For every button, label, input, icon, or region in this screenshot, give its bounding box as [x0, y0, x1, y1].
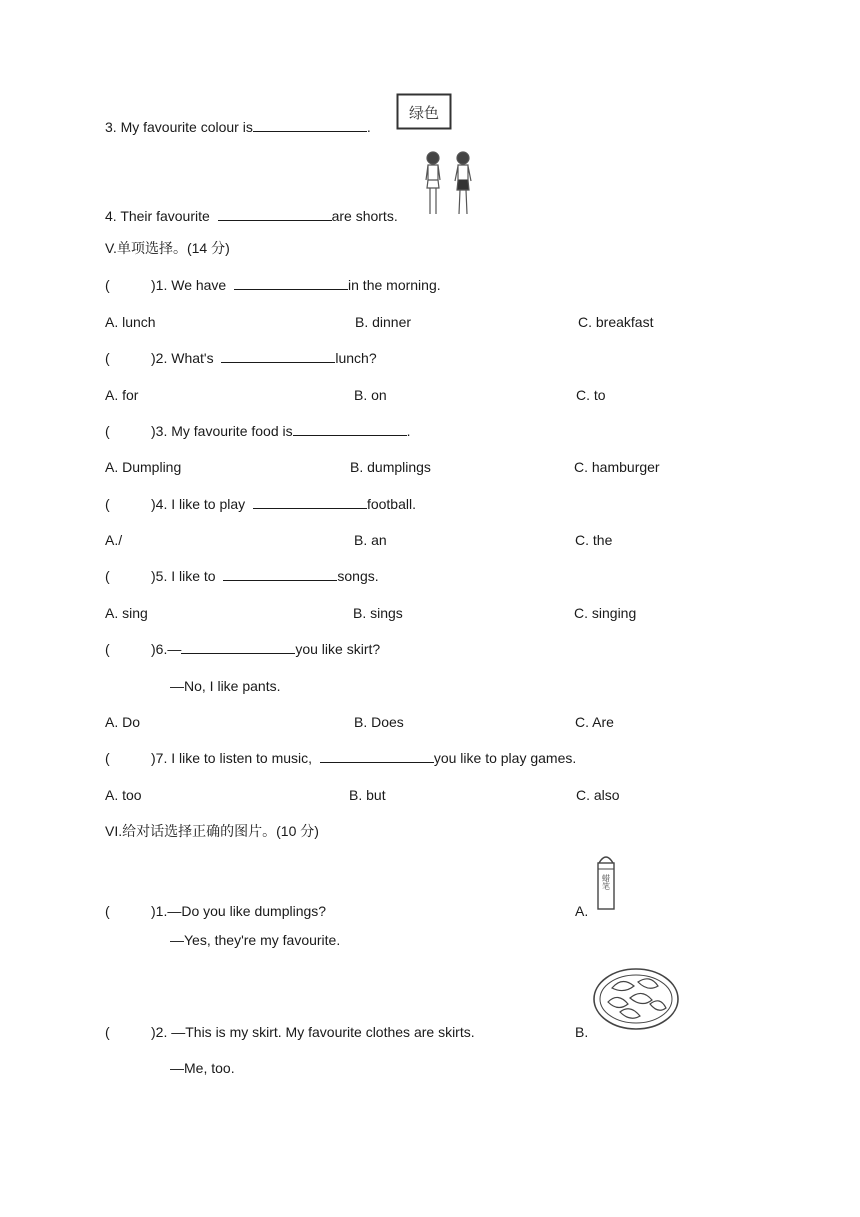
question-6: )6.— you like skirt?: [151, 641, 381, 657]
option-b[interactable]: B. sings: [353, 605, 403, 621]
answer-paren[interactable]: (: [105, 568, 110, 584]
option-a[interactable]: A. Dumpling: [105, 459, 182, 475]
question-6-reply: —No, I like pants.: [170, 678, 281, 694]
option-a[interactable]: A. sing: [105, 605, 148, 621]
option-c[interactable]: C. to: [576, 387, 606, 403]
option-c[interactable]: C. the: [575, 532, 613, 548]
option-a[interactable]: A. lunch: [105, 314, 156, 330]
answer-blank[interactable]: [293, 422, 407, 436]
answer-paren[interactable]: (: [105, 277, 110, 293]
card-text: 绿色: [408, 104, 440, 122]
answer-blank[interactable]: [320, 749, 434, 763]
section6-heading: VI.给对话选择正确的图片。(10 分): [105, 823, 319, 839]
option-c[interactable]: C. singing: [574, 605, 637, 621]
answer-blank[interactable]: [181, 640, 295, 654]
two-kids-in-shorts-image: [418, 148, 478, 218]
crayon-image: [594, 849, 618, 911]
fill-q4: 4. Their favourite are shorts.: [105, 208, 398, 224]
question-7: )7. I like to listen to music, you like to play games.: [151, 750, 577, 766]
question-4: )4. I like to play football.: [151, 496, 416, 512]
question-1: )1. We have in the morning.: [151, 277, 441, 293]
option-b[interactable]: B. Does: [354, 714, 404, 730]
crayon-label: 蜡笔: [601, 874, 611, 890]
option-b[interactable]: B. dumplings: [350, 459, 431, 475]
question-3: )3. My favourite food is .: [151, 423, 411, 439]
option-b[interactable]: B. but: [349, 787, 386, 803]
dialogue-1-line2: —Yes, they're my favourite.: [170, 932, 341, 948]
answer-paren[interactable]: (: [105, 750, 110, 766]
option-a[interactable]: A. Do: [105, 714, 141, 730]
answer-blank[interactable]: [218, 207, 332, 221]
option-c[interactable]: C. Are: [575, 714, 614, 730]
answer-paren[interactable]: (: [105, 641, 110, 657]
dialogue-1-line1: )1.—Do you like dumplings?: [151, 903, 327, 919]
answer-paren[interactable]: (: [105, 903, 110, 919]
answer-blank[interactable]: [221, 349, 335, 363]
question-5: )5. I like to songs.: [151, 568, 379, 584]
answer-paren[interactable]: (: [105, 1024, 110, 1040]
answer-blank[interactable]: [253, 495, 367, 509]
option-b[interactable]: B. on: [354, 387, 387, 403]
option-a[interactable]: A./: [105, 532, 123, 548]
answer-paren[interactable]: (: [105, 496, 110, 512]
question-2: )2. What's lunch?: [151, 350, 377, 366]
answer-paren[interactable]: (: [105, 423, 110, 439]
answer-blank[interactable]: [223, 567, 337, 581]
picture-option-a[interactable]: A.: [575, 903, 589, 919]
picture-option-b[interactable]: B.: [575, 1024, 589, 1040]
green-color-card-image: [396, 93, 452, 130]
dialogue-2-line1: )2. —This is my skirt. My favourite clothes are skirts.: [151, 1024, 475, 1040]
option-b[interactable]: B. an: [354, 532, 387, 548]
dialogue-2-line2: —Me, too.: [170, 1060, 235, 1076]
answer-paren[interactable]: (: [105, 350, 110, 366]
answer-blank[interactable]: [253, 118, 367, 132]
fill-q3: 3. My favourite colour is .: [105, 119, 371, 135]
option-c[interactable]: C. hamburger: [574, 459, 660, 475]
option-c[interactable]: C. also: [576, 787, 620, 803]
option-a[interactable]: A. too: [105, 787, 142, 803]
section5-heading: V.单项选择。(14 分): [105, 240, 230, 256]
answer-blank[interactable]: [234, 276, 348, 290]
option-b[interactable]: B. dinner: [355, 314, 412, 330]
option-a[interactable]: A. for: [105, 387, 139, 403]
option-c[interactable]: C. breakfast: [578, 314, 654, 330]
dumplings-plate-image: [592, 966, 680, 1032]
